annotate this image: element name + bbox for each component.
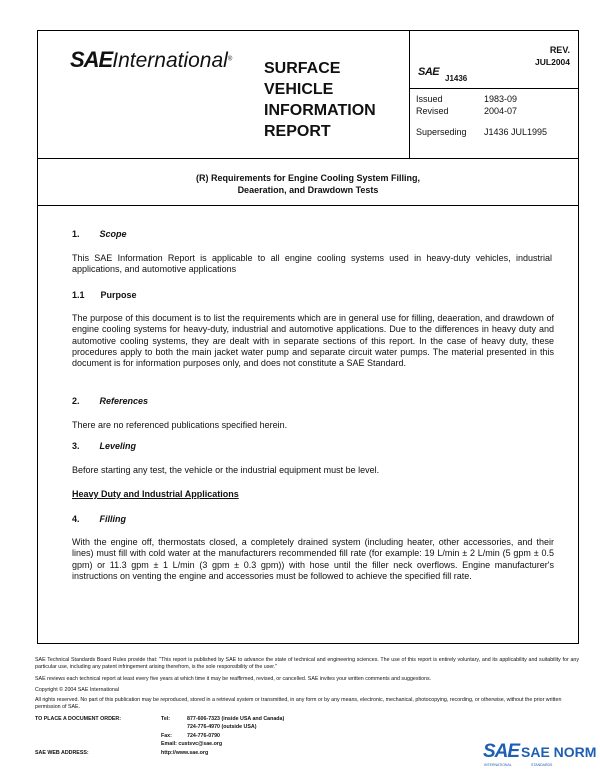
issued-value: 1983-09 [484, 94, 518, 104]
watermark-text: SAE NORM [521, 744, 597, 760]
section-1-1-heading: 1.1 Purpose [72, 290, 137, 300]
document-number: J1436 [445, 74, 468, 83]
footer-rules: SAE Technical Standards Board Rules provide that: "This report is published by SAE to advance the state of technical and engineering sciences. The use of this report is entirely voluntary, and its applicability and suitability for any particular use, including any patent infringement arising therefrom, is the sole responsibility of the user." [35, 657, 579, 671]
mini-sae-logo: SAE [418, 66, 440, 78]
header-info-divider [409, 88, 579, 89]
document-title-line: (R) Requirements for Engine Cooling System Filling, [195, 173, 420, 183]
tel2-value[interactable]: 724-776-4970 (outside USA) [187, 724, 257, 730]
section-4-text: With the engine off, thermostats closed, a completely drained system (including heater, other accessories, and their lines) must fill with cold water at the manufacturers recommended fill rate (for example: 19 L/min ± 2 L/min (5 gpm ± 0.5 gpm) or 11.3 gpm ± 1 L/min (3 gpm ± 0.3 gpm)) with hose until the filler neck overflows. Engine manufacturer's instructions on venting the engine and accessories must be followed to achieve the specified fill rate. [72, 537, 554, 581]
section-1-1-text: The purpose of this document is to list the requirements which are in general use for filling, deaeration, and drawdown of engine cooling systems for heavy-duty, industrial and automotive applications. Due to the differences in heavy duty and automotive cooling systems, they are dealt with in separate sections of this report. In the case of heavy duty, these procedures apply to both the main jacket water pump and separate circuit water pumps. The material presented in this document is for information purposes only, and does not constitute a SAE Standard. [72, 313, 554, 369]
section-3-heading: 3. Leveling [72, 441, 137, 451]
tel-value[interactable]: 877-606-7323 (inside USA and Canada) [187, 716, 285, 722]
tel-label: Tel: [161, 716, 171, 722]
document-title [37, 172, 579, 196]
fax-label: Fax: [161, 733, 172, 739]
rev-date: JUL2004 [535, 57, 570, 67]
footer-review: SAE reviews each technical report at least every five years at which time it may be reaffirmed, revised, or cancelled. SAE invites your written comments and suggestions. [35, 676, 432, 682]
sae-international-logo [70, 47, 232, 73]
fax-value: 724-776-0790 [187, 733, 220, 739]
report-title-line: REPORT [264, 123, 331, 140]
footer-copyright: Copyright © 2004 SAE International [35, 687, 119, 693]
web-label: SAE WEB ADDRESS: [35, 750, 89, 756]
rev-label: REV. [549, 45, 570, 55]
watermark-subtext: INTERNATIONAL STANDARDS [484, 763, 553, 767]
section-1-heading: 1. Scope [72, 229, 127, 239]
order-label: TO PLACE A DOCUMENT ORDER: [35, 716, 122, 722]
watermark-sae-logo: SAE [483, 741, 520, 762]
report-title-line: VEHICLE [264, 81, 334, 98]
web-link[interactable]: http://www.sae.org [161, 750, 209, 756]
logo-sae-text: SAE [70, 47, 113, 72]
section-4-heading: 4. Filling [72, 514, 127, 524]
report-title-line: INFORMATION [264, 102, 376, 119]
report-type-title [264, 58, 376, 142]
superseding-label: Superseding [416, 127, 467, 137]
title-divider [37, 205, 579, 206]
logo-international-text: International [112, 49, 228, 72]
logo-trademark: ® [227, 56, 233, 63]
heavy-duty-heading: Heavy Duty and Industrial Applications [72, 489, 239, 499]
header-vertical-divider [409, 30, 410, 158]
issued-label: Issued [416, 94, 443, 104]
section-3-text: Before starting any test, the vehicle or the industrial equipment must be level. [72, 465, 380, 475]
email-line[interactable]: Email: custsvc@sae.org [161, 741, 223, 747]
header-divider [37, 158, 579, 159]
revised-value: 2004-07 [484, 106, 518, 116]
revised-label: Revised [416, 106, 449, 116]
footer-rights: All rights reserved. No part of this publication may be reproduced, stored in a retrieval system or transmitted, in any form or by any means, electronic, mechanical, photocopying, recording, or otherwise, without the prior written permission of SAE. [35, 697, 562, 711]
report-title-line: SURFACE [264, 60, 341, 77]
section-1-text: This SAE Information Report is applicable to all engine cooling systems used in heavy-duty vehicles, industrial applications, and automotive applications [72, 253, 552, 275]
document-title-line: Deaeration, and Drawdown Tests [237, 185, 379, 195]
superseding-value: J1436 JUL1995 [484, 127, 548, 137]
section-2-heading: 2. References [72, 396, 149, 406]
section-2-text: There are no referenced publications specified herein. [72, 420, 288, 430]
